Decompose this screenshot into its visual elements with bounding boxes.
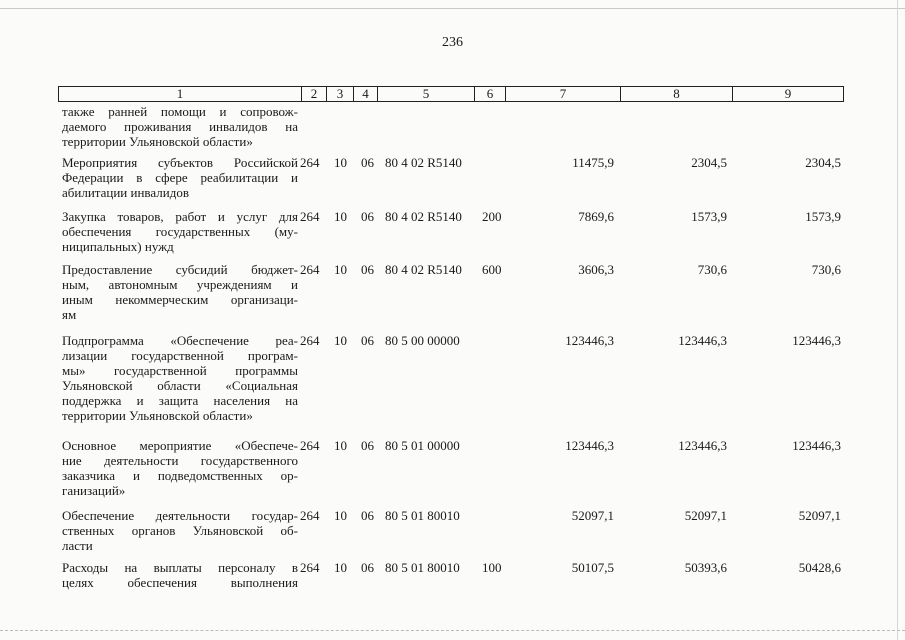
column-header-7: 7	[506, 87, 621, 102]
description-line: территории Ульяновской области»	[62, 408, 253, 423]
description-line: мы» государственной программы	[62, 363, 298, 378]
amount-col7: 50107,5	[571, 560, 614, 575]
description-line: даемого проживания инвалидов на	[62, 119, 298, 134]
ministry-code: 264	[300, 262, 320, 277]
amount-col7: 123446,3	[565, 333, 614, 348]
target-article-code: 80 5 01 80010	[385, 560, 460, 575]
target-article-code: 80 4 02 R5140	[385, 209, 462, 224]
subsection-code: 06	[361, 333, 374, 348]
description-line: ние деятельности государственного	[62, 453, 298, 468]
ministry-code: 264	[300, 209, 320, 224]
subsection-code: 06	[361, 438, 374, 453]
scan-right-edge	[897, 0, 898, 640]
column-header-8: 8	[621, 87, 733, 102]
description-line: Федерации в сфере реабилитации и	[62, 170, 298, 185]
description-line: ласти	[62, 538, 93, 553]
scan-top-edge	[0, 8, 905, 9]
column-header-row	[58, 86, 844, 102]
subsection-code: 06	[361, 508, 374, 523]
amount-col8: 50393,6	[684, 560, 727, 575]
subsection-code: 06	[361, 262, 374, 277]
amount-col8: 52097,1	[684, 508, 727, 523]
description-line: ственных органов Ульяновской об-	[62, 523, 298, 538]
ministry-code: 264	[300, 508, 320, 523]
amount-col9: 1573,9	[805, 209, 841, 224]
row-description	[62, 155, 298, 200]
section-code: 10	[334, 155, 347, 170]
expense-type-code: 600	[482, 262, 502, 277]
ministry-code: 264	[300, 333, 320, 348]
subsection-code: 06	[361, 155, 374, 170]
amount-col9: 52097,1	[798, 508, 841, 523]
column-header-4: 4	[354, 87, 378, 102]
amount-col8: 1573,9	[691, 209, 727, 224]
amount-col8: 2304,5	[691, 155, 727, 170]
description-line: ганизаций»	[62, 483, 126, 498]
target-article-code: 80 5 01 80010	[385, 508, 460, 523]
target-article-code: 80 4 02 R5140	[385, 262, 462, 277]
scan-bottom-edge	[0, 630, 905, 631]
description-line: Обеспечение деятельности государ-	[62, 508, 298, 523]
description-line: лизации государственной програм-	[62, 348, 298, 363]
expense-type-code: 200	[482, 209, 502, 224]
ministry-code: 264	[300, 438, 320, 453]
column-header-9: 9	[733, 87, 844, 102]
amount-col7: 7869,6	[578, 209, 614, 224]
amount-col9: 50428,6	[798, 560, 841, 575]
amount-col9: 730,6	[811, 262, 841, 277]
column-header-2: 2	[302, 87, 327, 102]
section-code: 10	[334, 333, 347, 348]
section-code: 10	[334, 438, 347, 453]
amount-col9: 2304,5	[805, 155, 841, 170]
amount-col7: 3606,3	[578, 262, 614, 277]
amount-col7: 52097,1	[571, 508, 614, 523]
section-code: 10	[334, 560, 347, 575]
row-description	[62, 262, 298, 322]
ministry-code: 264	[300, 560, 320, 575]
description-line: ниципальных) нужд	[62, 239, 174, 254]
description-line: Закупка товаров, работ и услуг для	[62, 209, 298, 224]
description-line: ным, автономным учреждениям и	[62, 277, 298, 292]
amount-col9: 123446,3	[792, 333, 841, 348]
description-line: ям	[62, 307, 77, 322]
row-description	[62, 560, 298, 590]
column-header-6: 6	[475, 87, 506, 102]
amount-col8: 123446,3	[678, 333, 727, 348]
description-line: Подпрограмма «Обеспечение реа-	[62, 333, 298, 348]
ministry-code: 264	[300, 155, 320, 170]
amount-col8: 123446,3	[678, 438, 727, 453]
description-line: Основное мероприятие «Обеспече-	[62, 438, 298, 453]
amount-col8: 730,6	[697, 262, 727, 277]
row-description	[62, 508, 298, 553]
target-article-code: 80 5 01 00000	[385, 438, 460, 453]
description-line: иным некоммерческим организаци-	[62, 292, 298, 307]
description-line: абилитации инвалидов	[62, 185, 189, 200]
amount-col7: 11475,9	[572, 155, 614, 170]
description-line: поддержка и защита населения на	[62, 393, 298, 408]
row-description	[62, 438, 298, 498]
column-header-1: 1	[59, 87, 302, 102]
target-article-code: 80 4 02 R5140	[385, 155, 462, 170]
column-header-5: 5	[378, 87, 475, 102]
column-header-3: 3	[327, 87, 354, 102]
row-description	[62, 333, 298, 423]
description-line: Расходы на выплаты персоналу в	[62, 560, 298, 575]
section-code: 10	[334, 209, 347, 224]
description-line: Ульяновской области «Социальная	[62, 378, 298, 393]
section-code: 10	[334, 508, 347, 523]
subsection-code: 06	[361, 560, 374, 575]
description-line: целях обеспечения выполнения	[62, 575, 298, 590]
target-article-code: 80 5 00 00000	[385, 333, 460, 348]
amount-col7: 123446,3	[565, 438, 614, 453]
row-description	[62, 209, 298, 254]
subsection-code: 06	[361, 209, 374, 224]
section-code: 10	[334, 262, 347, 277]
amount-col9: 123446,3	[792, 438, 841, 453]
description-line: Мероприятия субъектов Российской	[62, 155, 298, 170]
description-line: заказчика и подведомственных ор-	[62, 468, 298, 483]
description-line: территории Ульяновской области»	[62, 134, 253, 149]
description-line: также ранней помощи и сопровож-	[62, 104, 298, 119]
expense-type-code: 100	[482, 560, 502, 575]
page-number: 236	[442, 35, 463, 50]
description-line: Предоставление субсидий бюджет-	[62, 262, 298, 277]
continuation-description	[62, 104, 298, 149]
description-line: обеспечения государственных (му-	[62, 224, 298, 239]
